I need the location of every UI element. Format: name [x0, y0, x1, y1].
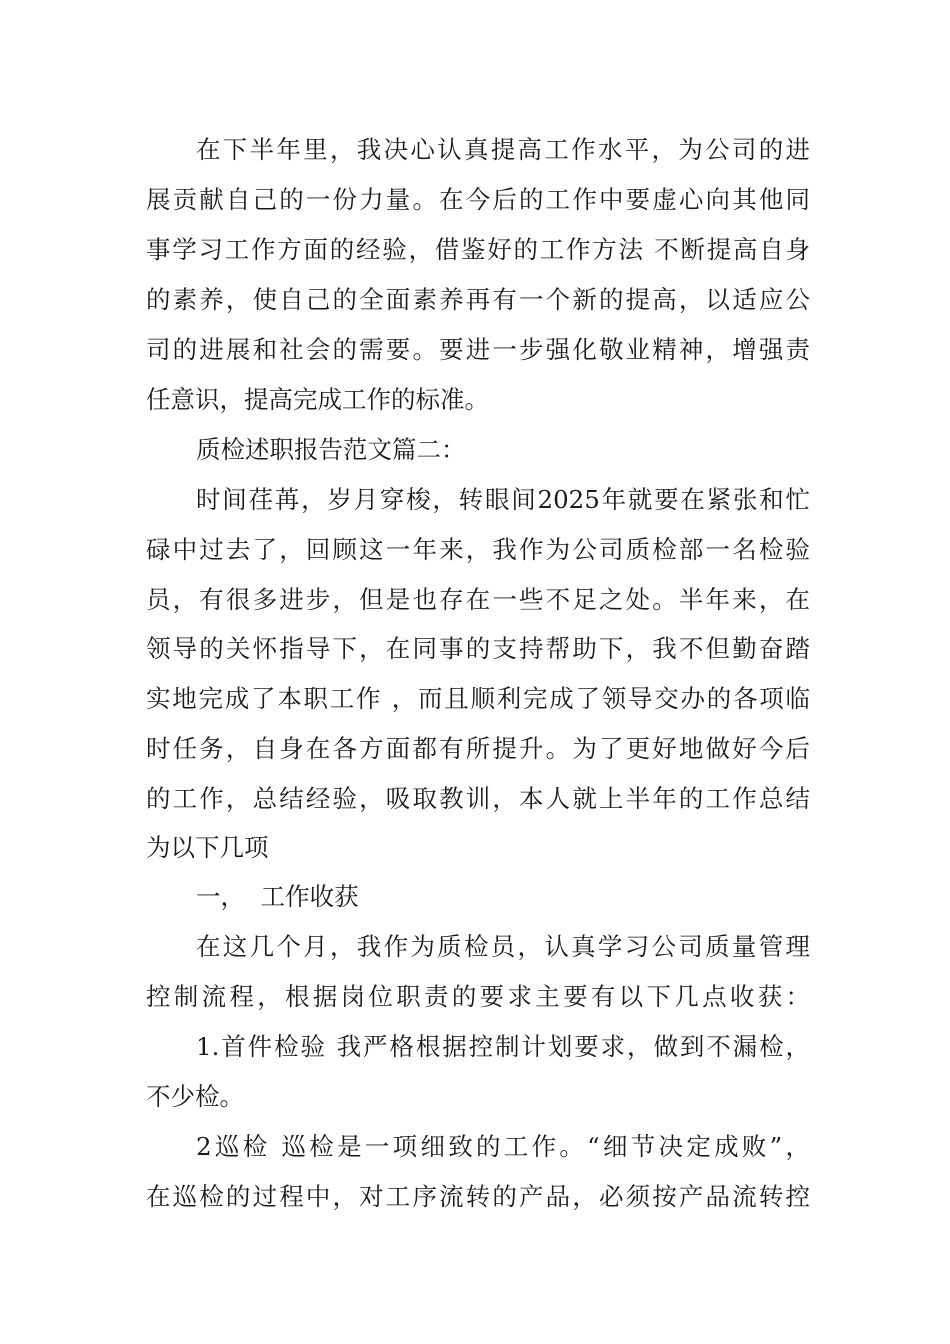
list-item-line: 2巡检 巡检是一项细致的工作。“细节决定成败”， [196, 1132, 810, 1161]
paragraph-line: 在这几个月，我作为质检员，认真学习公司质量管理 [196, 932, 810, 961]
paragraph-line: 的工作，总结经验，吸取教训，本人就上半年的工作总结 [146, 784, 810, 813]
paragraph-line: 为以下几项 [146, 833, 269, 862]
paragraph-line: 展贡献自己的一份力量。在今后的工作中要虚心向其他同 [146, 185, 810, 214]
paragraph-line: 任意识，提高完成工作的标准。 [146, 385, 489, 414]
paragraph-line: 事学习工作方面的经验，借鉴好的工作方法 不断提高自身 [146, 235, 810, 264]
paragraph-line: 领导的关怀指导下，在同事的支持帮助下，我不但勤奋踏 [146, 634, 810, 663]
paragraph-line: 控制流程，根据岗位职责的要求主要有以下几点收获： [146, 982, 810, 1011]
section-heading: 质检述职报告范文篇二： [196, 435, 466, 464]
paragraph-line: 实地完成了本职工作 ，而且顺利完成了领导交办的各项临 [146, 684, 810, 713]
paragraph-line: 碌中过去了，回顾这一年来，我作为公司质检部一名检验 [146, 535, 810, 564]
paragraph-line: 在下半年里，我决心认真提高工作水平，为公司的进 [196, 135, 810, 164]
paragraph-line: 时间荏苒，岁月穿梭，转眼间2025年就要在紧张和忙 [196, 485, 810, 514]
paragraph-line: 时任务，自身在各方面都有所提升。为了更好地做好今后 [146, 734, 810, 763]
subsection-heading: 一， 工作收获 [196, 882, 359, 911]
list-item-line: 不少检。 [146, 1082, 244, 1111]
list-item-line: 1.首件检验 我严格根据控制计划要求，做到不漏检， [196, 1032, 810, 1061]
paragraph-line: 员，有很多进步，但是也存在一些不足之处。半年来，在 [146, 585, 810, 614]
list-item-line: 在巡检的过程中，对工序流转的产品，必须按产品流转控 [146, 1182, 810, 1211]
paragraph-line: 司的进展和社会的需要。要进一步强化敬业精神，增强责 [146, 335, 810, 364]
paragraph-line: 的素养，使自己的全面素养再有一个新的提高，以适应公 [146, 285, 810, 314]
